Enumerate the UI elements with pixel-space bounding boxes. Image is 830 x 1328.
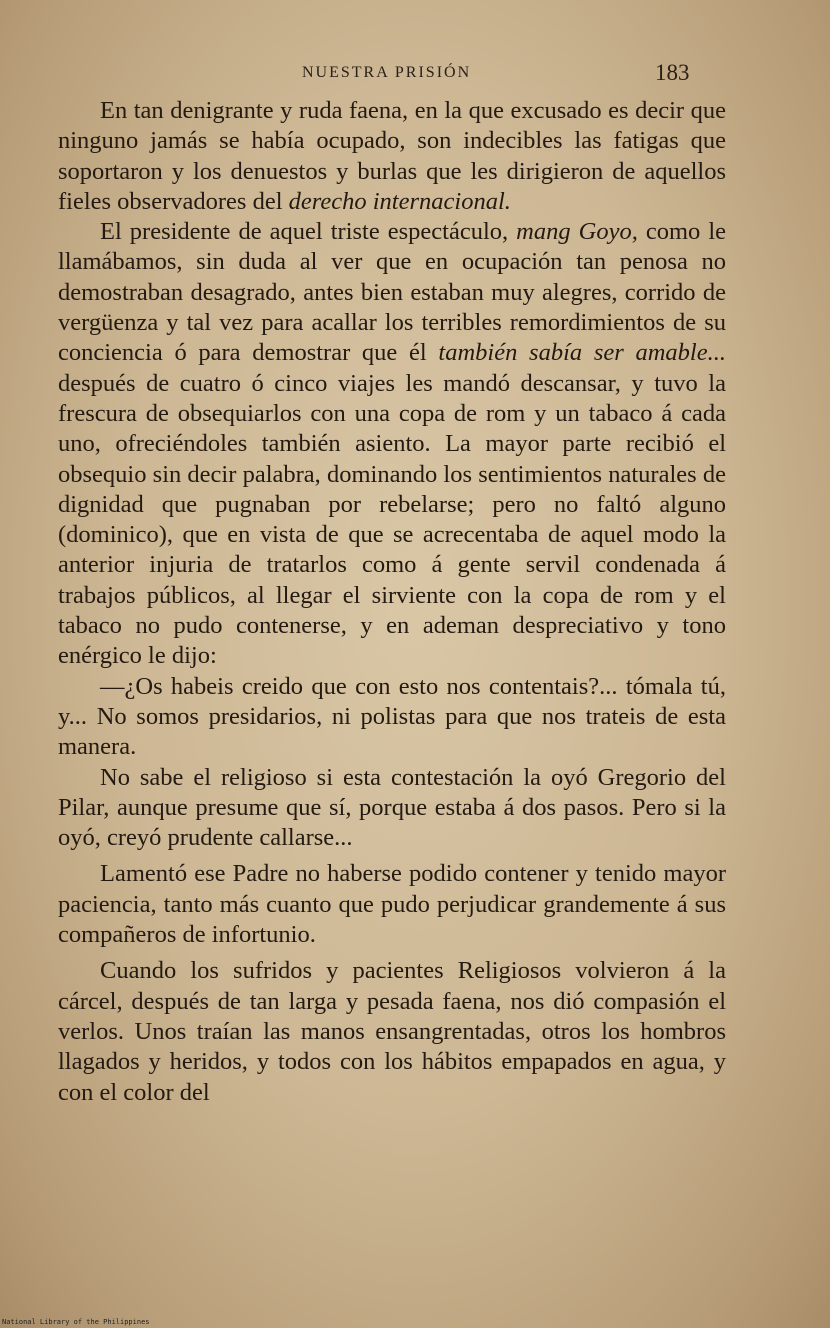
paragraph: [58, 96, 726, 217]
paragraph: [58, 217, 726, 671]
italic-text: mang Goyo,: [516, 218, 638, 246]
text-run: En tan denigrante y ruda faena, en la que excusado es decir que ninguno jamás se había ocupado, son indecibles las fatigas que soportaron y los denuestos y burlas que les dirigieron de aquellos fieles observadores del: [58, 97, 726, 215]
text-run: como le llamábamos, sin duda al ver que en ocupación tan penosa no demostraban desagrado, antes bien estaban muy alegres, corrido de vergüenza y tal vez para acallar los terribles remordimientos de su conciencia ó para demostrar que él: [58, 218, 727, 367]
text-run: —¿Os habeis creido que con esto nos contentais?... tómala tú, y... No somos presidarios, ni polistas para que nos trateis de esta manera.: [58, 672, 726, 761]
page-header: [0, 62, 830, 92]
running-head: NUESTRA PRISIÓN: [302, 64, 472, 81]
paragraph: [58, 763, 726, 854]
body-text: [58, 96, 726, 1108]
paragraph: [58, 956, 726, 1107]
page-number: 183: [655, 60, 690, 85]
text-run: El presidente de aquel triste espectáculo,: [100, 218, 517, 246]
text-run: Cuando los sufridos y pacientes Religiosos volvieron á la cárcel, después de tan larga y pesada faena, nos dió compasión el verlos. Unos traían las manos ensangrentadas, otros los hombros llagados y heridos, y todos con los hábitos empapados en agua, y con el color del: [58, 957, 726, 1106]
italic-text: derecho internacional.: [288, 187, 511, 215]
paragraph: [58, 859, 726, 950]
text-run: Lamentó ese Padre no haberse podido contener y tenido mayor paciencia, tanto más cuanto que pudo perjudicar grandemente á sus compañeros de infortunio.: [58, 860, 726, 949]
text-run: No sabe el religioso si esta contestación la oyó Gregorio del Pilar, aunque presume que sí, porque estaba á dos pasos. Pero si la oyó, creyó prudente callarse...: [58, 763, 726, 852]
italic-text: también sabía ser amable...: [438, 339, 726, 367]
text-run: después de cuatro ó cinco viajes les mandó descansar, y tuvo la frescura de obsequiarlos con una copa de rom y un tabaco á cada uno, ofreciéndoles también asiento. La mayor parte recibió el obsequio sin decir palabra, dominando los sentimientos naturales de dignidad que pugnaban por rebelarse; pero no faltó alguno (dominico), que en vista de que se acrecentaba de aquel modo la anterior injuria de tratarlos como á gente servil condenada á trabajos públicos, al llegar el sirviente con la copa de rom y el tabaco no pudo contenerse, y en ademan despreciativo y tono enérgico le dijo:: [58, 369, 726, 670]
library-credit: National Library of the Philippines: [2, 1318, 150, 1326]
paragraph: [58, 672, 726, 763]
